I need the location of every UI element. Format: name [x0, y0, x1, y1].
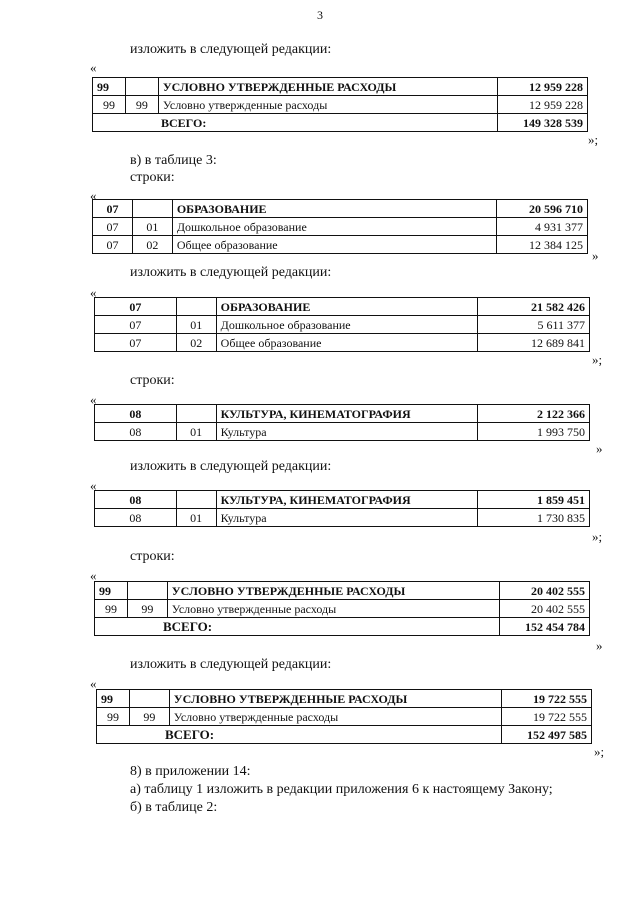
name-cell: Условно утвержденные расходы — [158, 96, 497, 114]
quote-open-6: « — [90, 568, 97, 583]
name-cell: ОБРАЗОВАНИЕ — [172, 200, 496, 218]
code-cell: 99 — [95, 582, 128, 600]
table-row — [95, 423, 590, 441]
table-4 — [94, 404, 590, 441]
code-cell: 99 — [93, 78, 126, 96]
code-cell: 07 — [93, 200, 133, 218]
rows-label-3: строки: — [130, 549, 175, 564]
name-cell: Условно утвержденные расходы — [169, 708, 501, 726]
code-cell: 07 — [93, 218, 133, 236]
edit-instruction-1: изложить в следующей редакции: — [130, 42, 332, 57]
name-cell: УСЛОВНО УТВЕРЖДЕННЫЕ РАСХОДЫ — [167, 582, 499, 600]
quote-close-1: »; — [588, 132, 599, 147]
code-cell: 99 — [97, 690, 130, 708]
table-row — [95, 298, 590, 316]
total-row — [97, 726, 592, 744]
quote-open-1: « — [90, 60, 97, 75]
total-label: ВСЕГО: — [97, 726, 502, 744]
table-row — [97, 708, 592, 726]
table-3 — [94, 297, 590, 352]
code-cell: 08 — [95, 491, 177, 509]
table-row — [95, 509, 590, 527]
value-cell: 20 402 555 — [500, 600, 590, 618]
value-cell: 12 959 228 — [498, 78, 588, 96]
subcode-cell: 02 — [176, 334, 216, 352]
value-cell: 12 959 228 — [498, 96, 588, 114]
code-cell: 08 — [95, 509, 177, 527]
name-cell: ОБРАЗОВАНИЕ — [216, 298, 478, 316]
total-value: 149 328 539 — [498, 114, 588, 132]
code-cell: 07 — [95, 334, 177, 352]
value-cell: 1 859 451 — [478, 491, 590, 509]
value-cell: 12 384 125 — [497, 236, 588, 254]
name-cell: Общее образование — [216, 334, 478, 352]
rows-label-1: строки: — [130, 170, 175, 185]
name-cell: КУЛЬТУРА, КИНЕМАТОГРАФИЯ — [216, 491, 478, 509]
subcode-cell: 01 — [176, 509, 216, 527]
subcode-cell — [176, 298, 216, 316]
table-row — [97, 690, 592, 708]
quote-close-6: » — [596, 638, 603, 653]
subcode-cell — [125, 78, 158, 96]
subcode-cell: 01 — [132, 218, 172, 236]
paragraph-table3: в) в таблице 3: — [130, 153, 217, 168]
total-label: ВСЕГО: — [93, 114, 498, 132]
value-cell: 5 611 377 — [478, 316, 590, 334]
item-8a: а) таблицу 1 изложить в редакции приложения 6 к настоящему Закону; — [130, 782, 553, 797]
subcode-cell — [132, 200, 172, 218]
quote-open-5: « — [90, 478, 97, 493]
subcode-cell — [176, 491, 216, 509]
item-8b: б) в таблице 2: — [130, 800, 218, 815]
value-cell: 2 122 366 — [478, 405, 590, 423]
edit-instruction-3: изложить в следующей редакции: — [130, 459, 332, 474]
item-8: 8) в приложении 14: — [130, 764, 251, 779]
edit-instruction-2: изложить в следующей редакции: — [130, 265, 332, 280]
subcode-cell: 99 — [129, 708, 169, 726]
table-row — [93, 200, 588, 218]
subcode-cell — [129, 690, 169, 708]
code-cell: 07 — [95, 298, 177, 316]
table-6 — [94, 581, 590, 636]
value-cell: 19 722 555 — [502, 690, 592, 708]
table-row — [95, 491, 590, 509]
table-row — [93, 236, 588, 254]
quote-open-3: « — [90, 285, 97, 300]
total-value: 152 497 585 — [502, 726, 592, 744]
quote-close-7: »; — [594, 744, 605, 759]
page-number: 3 — [317, 8, 323, 22]
code-cell: 99 — [93, 96, 126, 114]
table-7 — [96, 689, 592, 744]
total-label: ВСЕГО: — [95, 618, 500, 636]
name-cell: Дошкольное образование — [216, 316, 478, 334]
quote-close-4: » — [596, 441, 603, 456]
code-cell: 07 — [93, 236, 133, 254]
table-1 — [92, 77, 588, 132]
table-row — [95, 582, 590, 600]
code-cell: 99 — [97, 708, 130, 726]
total-value: 152 454 784 — [500, 618, 590, 636]
edit-instruction-4: изложить в следующей редакции: — [130, 657, 332, 672]
name-cell: Культура — [216, 423, 478, 441]
table-row — [93, 96, 588, 114]
name-cell: КУЛЬТУРА, КИНЕМАТОГРАФИЯ — [216, 405, 478, 423]
name-cell: УСЛОВНО УТВЕРЖДЕННЫЕ РАСХОДЫ — [169, 690, 501, 708]
name-cell: Общее образование — [172, 236, 496, 254]
code-cell: 07 — [95, 316, 177, 334]
rows-label-2: строки: — [130, 373, 175, 388]
quote-close-5: »; — [592, 529, 603, 544]
subcode-cell — [176, 405, 216, 423]
quote-close-3: »; — [592, 352, 603, 367]
table-2 — [92, 199, 588, 254]
code-cell: 99 — [95, 600, 128, 618]
value-cell: 19 722 555 — [502, 708, 592, 726]
total-row — [95, 618, 590, 636]
table-row — [95, 316, 590, 334]
table-row — [93, 78, 588, 96]
subcode-cell: 99 — [125, 96, 158, 114]
value-cell: 20 402 555 — [500, 582, 590, 600]
name-cell: УСЛОВНО УТВЕРЖДЕННЫЕ РАСХОДЫ — [158, 78, 497, 96]
total-row — [93, 114, 588, 132]
code-cell: 08 — [95, 405, 177, 423]
name-cell: Дошкольное образование — [172, 218, 496, 236]
code-cell: 08 — [95, 423, 177, 441]
table-row — [95, 600, 590, 618]
value-cell: 1 993 750 — [478, 423, 590, 441]
quote-open-7: « — [90, 676, 97, 691]
table-5 — [94, 490, 590, 527]
table-row — [95, 405, 590, 423]
subcode-cell: 01 — [176, 316, 216, 334]
name-cell: Условно утвержденные расходы — [167, 600, 499, 618]
quote-close-2: » — [592, 248, 599, 263]
subcode-cell: 99 — [127, 600, 167, 618]
quote-open-2: « — [90, 188, 97, 203]
value-cell: 20 596 710 — [497, 200, 588, 218]
subcode-cell: 02 — [132, 236, 172, 254]
value-cell: 12 689 841 — [478, 334, 590, 352]
table-row — [95, 334, 590, 352]
table-row — [93, 218, 588, 236]
name-cell: Культура — [216, 509, 478, 527]
subcode-cell — [127, 582, 167, 600]
value-cell: 1 730 835 — [478, 509, 590, 527]
value-cell: 4 931 377 — [497, 218, 588, 236]
subcode-cell: 01 — [176, 423, 216, 441]
quote-open-4: « — [90, 392, 97, 407]
value-cell: 21 582 426 — [478, 298, 590, 316]
